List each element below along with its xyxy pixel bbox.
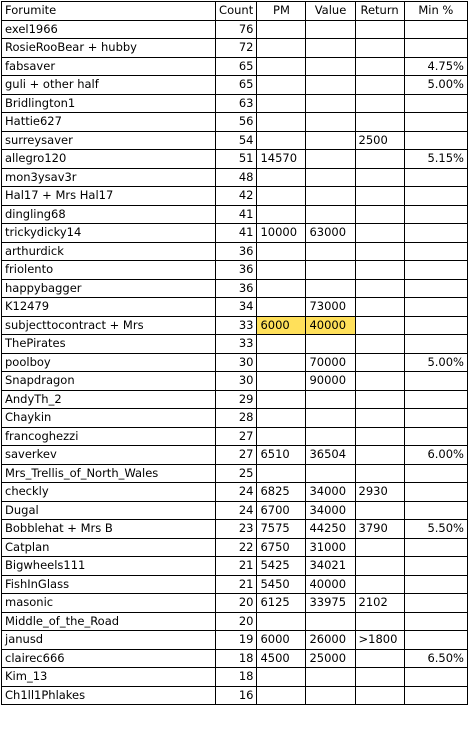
table-row <box>2 242 468 261</box>
cell-return <box>355 76 404 95</box>
cell-pm <box>257 464 306 483</box>
cell-forumite: allegro120 <box>2 150 216 169</box>
header-value: Value <box>306 2 355 21</box>
cell-return <box>355 372 404 391</box>
cell-value <box>306 205 355 224</box>
cell-count: 22 <box>215 538 257 557</box>
cell-min-percent <box>404 483 467 502</box>
cell-return <box>355 612 404 631</box>
cell-forumite: saverkev <box>2 446 216 465</box>
cell-forumite: janusd <box>2 631 216 650</box>
table-row <box>2 409 468 428</box>
cell-count: 51 <box>215 150 257 169</box>
cell-value: 33975 <box>306 594 355 613</box>
cell-pm <box>257 94 306 113</box>
cell-return <box>355 501 404 520</box>
cell-value: 40000 <box>306 575 355 594</box>
cell-count: 36 <box>215 242 257 261</box>
table-row <box>2 427 468 446</box>
cell-count: 24 <box>215 501 257 520</box>
cell-forumite: ThePirates <box>2 335 216 354</box>
cell-count: 29 <box>215 390 257 409</box>
cell-count: 48 <box>215 168 257 187</box>
cell-value <box>306 113 355 132</box>
cell-return <box>355 39 404 58</box>
cell-value <box>306 242 355 261</box>
cell-forumite: Middle_of_the_Road <box>2 612 216 631</box>
cell-value <box>306 464 355 483</box>
table-row <box>2 575 468 594</box>
cell-min-percent <box>404 464 467 483</box>
cell-forumite: Ch1ll1Phlakes <box>2 686 216 705</box>
cell-count: 41 <box>215 224 257 243</box>
table-row <box>2 631 468 650</box>
cell-value: 34021 <box>306 557 355 576</box>
cell-forumite: Catplan <box>2 538 216 557</box>
cell-value: 26000 <box>306 631 355 650</box>
cell-value <box>306 20 355 39</box>
cell-return <box>355 575 404 594</box>
cell-forumite: AndyTh_2 <box>2 390 216 409</box>
cell-count: 33 <box>215 335 257 354</box>
cell-min-percent <box>404 390 467 409</box>
cell-return <box>355 205 404 224</box>
cell-value <box>306 686 355 705</box>
cell-return: 2930 <box>355 483 404 502</box>
cell-count: 27 <box>215 427 257 446</box>
cell-value <box>306 409 355 428</box>
cell-forumite: friolento <box>2 261 216 280</box>
cell-return <box>355 187 404 206</box>
cell-pm: 6750 <box>257 538 306 557</box>
table-row <box>2 113 468 132</box>
cell-min-percent <box>404 131 467 150</box>
cell-min-percent <box>404 557 467 576</box>
cell-pm <box>257 335 306 354</box>
cell-count: 36 <box>215 279 257 298</box>
cell-value <box>306 39 355 58</box>
cell-return <box>355 298 404 317</box>
cell-return <box>355 224 404 243</box>
cell-count: 18 <box>215 649 257 668</box>
cell-pm: 6125 <box>257 594 306 613</box>
cell-value <box>306 335 355 354</box>
cell-count: 21 <box>215 557 257 576</box>
cell-min-percent <box>404 501 467 520</box>
table-row <box>2 446 468 465</box>
cell-return <box>355 649 404 668</box>
cell-min-percent <box>404 224 467 243</box>
cell-count: 18 <box>215 668 257 687</box>
cell-forumite: francoghezzi <box>2 427 216 446</box>
cell-forumite: Dugal <box>2 501 216 520</box>
cell-forumite: RosieRooBear + hubby <box>2 39 216 58</box>
cell-min-percent: 5.15% <box>404 150 467 169</box>
cell-forumite: fabsaver <box>2 57 216 76</box>
cell-forumite: Hal17 + Mrs Hal17 <box>2 187 216 206</box>
table-row <box>2 483 468 502</box>
cell-forumite: arthurdick <box>2 242 216 261</box>
cell-forumite: Bridlington1 <box>2 94 216 113</box>
cell-pm: 6825 <box>257 483 306 502</box>
cell-count: 20 <box>215 594 257 613</box>
cell-forumite: Mrs_Trellis_of_North_Wales <box>2 464 216 483</box>
cell-min-percent: 6.50% <box>404 649 467 668</box>
cell-return: 2500 <box>355 131 404 150</box>
table-row <box>2 261 468 280</box>
forumite-table <box>1 1 468 705</box>
cell-forumite: masonic <box>2 594 216 613</box>
cell-count: 41 <box>215 205 257 224</box>
cell-value <box>306 668 355 687</box>
cell-forumite: checkly <box>2 483 216 502</box>
cell-min-percent <box>404 94 467 113</box>
cell-forumite: surreysaver <box>2 131 216 150</box>
cell-return <box>355 335 404 354</box>
table-row <box>2 520 468 539</box>
cell-value <box>306 150 355 169</box>
cell-return <box>355 279 404 298</box>
table-row <box>2 39 468 58</box>
cell-min-percent <box>404 594 467 613</box>
cell-return <box>355 538 404 557</box>
cell-min-percent <box>404 409 467 428</box>
table-row <box>2 187 468 206</box>
cell-pm <box>257 390 306 409</box>
cell-value <box>306 168 355 187</box>
cell-forumite: poolboy <box>2 353 216 372</box>
cell-pm <box>257 298 306 317</box>
table-row <box>2 57 468 76</box>
cell-value: 40000 <box>306 316 355 335</box>
cell-pm: 6700 <box>257 501 306 520</box>
cell-count: 76 <box>215 20 257 39</box>
cell-value <box>306 390 355 409</box>
cell-forumite: subjecttocontract + Mrs <box>2 316 216 335</box>
cell-return <box>355 150 404 169</box>
table-row <box>2 649 468 668</box>
table-row <box>2 612 468 631</box>
cell-value: 31000 <box>306 538 355 557</box>
cell-min-percent <box>404 113 467 132</box>
cell-count: 27 <box>215 446 257 465</box>
cell-min-percent: 5.00% <box>404 76 467 95</box>
cell-pm <box>257 353 306 372</box>
table-row <box>2 205 468 224</box>
cell-count: 54 <box>215 131 257 150</box>
cell-count: 30 <box>215 372 257 391</box>
cell-pm <box>257 187 306 206</box>
cell-value: 34000 <box>306 483 355 502</box>
header-forumite: Forumite <box>2 2 216 21</box>
cell-pm <box>257 168 306 187</box>
cell-forumite: Bobblehat + Mrs B <box>2 520 216 539</box>
header-count: Count <box>215 2 257 21</box>
cell-count: 24 <box>215 483 257 502</box>
cell-forumite: mon3ysav3r <box>2 168 216 187</box>
table-row <box>2 94 468 113</box>
cell-return <box>355 409 404 428</box>
table-row <box>2 20 468 39</box>
cell-value <box>306 94 355 113</box>
cell-value: 90000 <box>306 372 355 391</box>
cell-min-percent: 5.00% <box>404 353 467 372</box>
table-row <box>2 390 468 409</box>
cell-return <box>355 390 404 409</box>
cell-count: 30 <box>215 353 257 372</box>
cell-return <box>355 427 404 446</box>
cell-return: >1800 <box>355 631 404 650</box>
cell-pm <box>257 612 306 631</box>
table-row <box>2 686 468 705</box>
cell-pm <box>257 57 306 76</box>
cell-count: 42 <box>215 187 257 206</box>
cell-value <box>306 76 355 95</box>
cell-count: 21 <box>215 575 257 594</box>
cell-pm <box>257 20 306 39</box>
cell-min-percent <box>404 575 467 594</box>
cell-forumite: K12479 <box>2 298 216 317</box>
cell-forumite: exel1966 <box>2 20 216 39</box>
cell-pm <box>257 131 306 150</box>
cell-count: 33 <box>215 316 257 335</box>
cell-count: 56 <box>215 113 257 132</box>
cell-return <box>355 113 404 132</box>
table-row <box>2 668 468 687</box>
table-row <box>2 224 468 243</box>
cell-pm: 14570 <box>257 150 306 169</box>
cell-min-percent <box>404 427 467 446</box>
cell-forumite: Snapdragon <box>2 372 216 391</box>
cell-value: 63000 <box>306 224 355 243</box>
cell-return <box>355 686 404 705</box>
cell-forumite: Chaykin <box>2 409 216 428</box>
cell-value <box>306 57 355 76</box>
cell-count: 19 <box>215 631 257 650</box>
header-min-percent: Min % <box>404 2 467 21</box>
cell-pm <box>257 76 306 95</box>
header-row <box>2 2 468 21</box>
table-row <box>2 335 468 354</box>
cell-min-percent <box>404 168 467 187</box>
cell-count: 20 <box>215 612 257 631</box>
cell-return: 2102 <box>355 594 404 613</box>
cell-forumite: guli + other half <box>2 76 216 95</box>
cell-return <box>355 168 404 187</box>
cell-count: 72 <box>215 39 257 58</box>
cell-return <box>355 94 404 113</box>
cell-forumite: Bigwheels111 <box>2 557 216 576</box>
table-row <box>2 316 468 335</box>
cell-value <box>306 187 355 206</box>
cell-return <box>355 261 404 280</box>
cell-return <box>355 446 404 465</box>
table-row <box>2 150 468 169</box>
cell-value <box>306 131 355 150</box>
cell-value: 70000 <box>306 353 355 372</box>
cell-pm <box>257 372 306 391</box>
cell-min-percent <box>404 372 467 391</box>
cell-forumite: dingling68 <box>2 205 216 224</box>
cell-forumite: Hattie627 <box>2 113 216 132</box>
table-row <box>2 168 468 187</box>
table-row <box>2 298 468 317</box>
cell-count: 63 <box>215 94 257 113</box>
cell-pm: 5425 <box>257 557 306 576</box>
cell-value: 34000 <box>306 501 355 520</box>
cell-return <box>355 668 404 687</box>
table-row <box>2 538 468 557</box>
cell-return <box>355 242 404 261</box>
cell-return <box>355 353 404 372</box>
cell-pm: 6000 <box>257 631 306 650</box>
cell-min-percent <box>404 538 467 557</box>
cell-return: 3790 <box>355 520 404 539</box>
cell-count: 25 <box>215 464 257 483</box>
cell-value <box>306 279 355 298</box>
cell-min-percent <box>404 242 467 261</box>
cell-min-percent <box>404 668 467 687</box>
cell-pm: 10000 <box>257 224 306 243</box>
cell-return <box>355 57 404 76</box>
cell-count: 16 <box>215 686 257 705</box>
cell-min-percent <box>404 20 467 39</box>
cell-return <box>355 20 404 39</box>
cell-pm <box>257 279 306 298</box>
cell-count: 23 <box>215 520 257 539</box>
cell-pm <box>257 427 306 446</box>
cell-return <box>355 464 404 483</box>
cell-return <box>355 557 404 576</box>
cell-min-percent <box>404 279 467 298</box>
cell-pm <box>257 409 306 428</box>
table-row <box>2 131 468 150</box>
header-return: Return <box>355 2 404 21</box>
cell-value <box>306 427 355 446</box>
cell-min-percent: 5.50% <box>404 520 467 539</box>
cell-pm: 6510 <box>257 446 306 465</box>
cell-forumite: happybagger <box>2 279 216 298</box>
cell-return <box>355 316 404 335</box>
cell-count: 65 <box>215 76 257 95</box>
cell-pm <box>257 668 306 687</box>
table-row <box>2 501 468 520</box>
cell-min-percent <box>404 39 467 58</box>
cell-forumite: Kim_13 <box>2 668 216 687</box>
cell-value: 44250 <box>306 520 355 539</box>
cell-pm: 5450 <box>257 575 306 594</box>
table-row <box>2 557 468 576</box>
cell-min-percent <box>404 205 467 224</box>
cell-pm <box>257 39 306 58</box>
table-row <box>2 594 468 613</box>
cell-pm: 6000 <box>257 316 306 335</box>
cell-min-percent <box>404 316 467 335</box>
cell-forumite: FishInGlass <box>2 575 216 594</box>
cell-value: 25000 <box>306 649 355 668</box>
cell-min-percent <box>404 612 467 631</box>
cell-value: 36504 <box>306 446 355 465</box>
cell-count: 36 <box>215 261 257 280</box>
cell-count: 28 <box>215 409 257 428</box>
cell-pm <box>257 242 306 261</box>
cell-pm <box>257 261 306 280</box>
cell-value: 73000 <box>306 298 355 317</box>
cell-min-percent <box>404 187 467 206</box>
cell-forumite: clairec666 <box>2 649 216 668</box>
cell-min-percent: 4.75% <box>404 57 467 76</box>
cell-value <box>306 612 355 631</box>
cell-pm: 7575 <box>257 520 306 539</box>
cell-count: 65 <box>215 57 257 76</box>
cell-min-percent <box>404 686 467 705</box>
cell-pm <box>257 113 306 132</box>
cell-min-percent <box>404 631 467 650</box>
cell-pm <box>257 686 306 705</box>
table-row <box>2 353 468 372</box>
cell-value <box>306 261 355 280</box>
cell-count: 34 <box>215 298 257 317</box>
table-row <box>2 279 468 298</box>
cell-min-percent <box>404 261 467 280</box>
cell-min-percent <box>404 335 467 354</box>
cell-min-percent: 6.00% <box>404 446 467 465</box>
cell-forumite: trickydicky14 <box>2 224 216 243</box>
table-row <box>2 76 468 95</box>
cell-pm <box>257 205 306 224</box>
table-row <box>2 372 468 391</box>
cell-min-percent <box>404 298 467 317</box>
table-row <box>2 464 468 483</box>
cell-pm: 4500 <box>257 649 306 668</box>
header-pm: PM <box>257 2 306 21</box>
